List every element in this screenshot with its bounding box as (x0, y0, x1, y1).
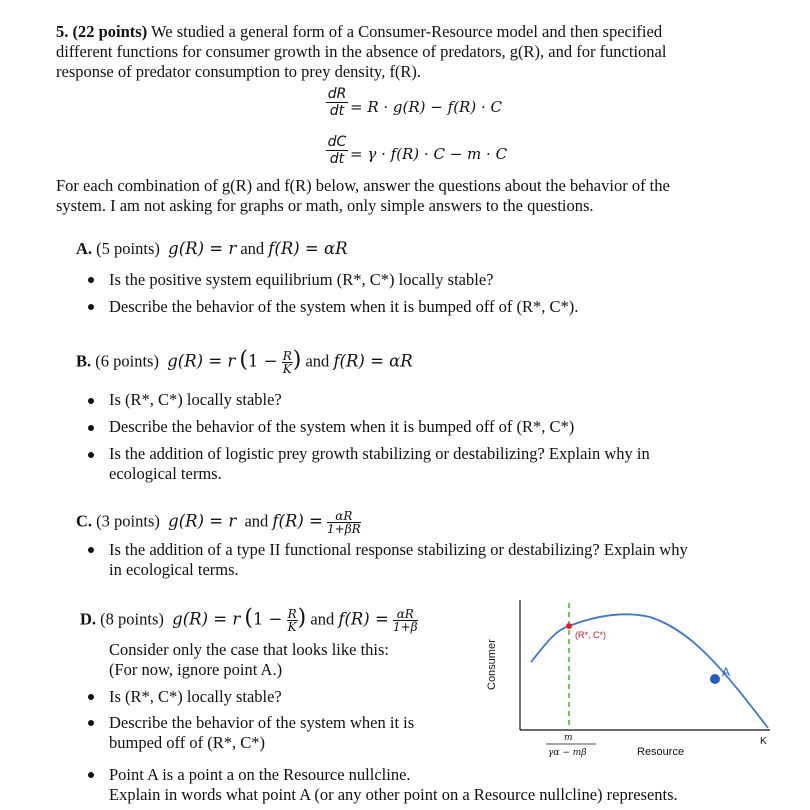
part-d-bullet-2-cont: bumped off of (R*, C*) (109, 733, 265, 752)
question-intro-line3: response of predator consumption to prey density, f(R). (56, 62, 422, 81)
question-intro-line2: different functions for consumer growth in the absence of predators, g(R), and for functional (56, 42, 667, 61)
bullet-dot (88, 304, 94, 310)
part-b-bullet-1: Is (R*, C*) locally stable? (109, 390, 282, 409)
part-c-f: f(R) = (272, 511, 323, 531)
part-d-bullet-1: Is (R*, C*) locally stable? (109, 687, 282, 706)
part-a-points: (5 points) (96, 239, 160, 258)
part-d-one-minus: 1 − (252, 609, 283, 629)
part-b-paren-open: ( (239, 347, 249, 373)
question-header: 5. (22 points) (56, 22, 148, 41)
part-b-f: f(R) = αR (333, 351, 413, 371)
eq1-numerator: dR (327, 86, 347, 102)
part-d-bullet-3-cont: Explain in words what point A (or any other point on a Resource nullcline) represents. (109, 785, 678, 804)
part-c-fraction (327, 510, 361, 535)
part-d-frac-num: R (287, 607, 297, 621)
equilibrium-point (566, 623, 572, 629)
part-d-points: (8 points) (100, 609, 164, 629)
part-c-bullet-1-cont: in ecological terms. (109, 560, 239, 579)
part-d-bullet-3: Point A is a point a on the Resource nullcline. (109, 765, 411, 784)
part-b-one-minus: 1 − (248, 351, 278, 371)
eq1-denominator: dt (329, 103, 345, 119)
point-a-label: A (722, 665, 731, 679)
part-b-paren-close: ) (292, 347, 302, 373)
part-b-bullet-3-cont: ecological terms. (109, 464, 222, 483)
part-d-f-num: αR (393, 608, 418, 621)
bullet-dot (88, 398, 94, 404)
eq2-rhs: = γ · f(R) · C − m · C (350, 145, 508, 163)
point-a (710, 674, 720, 684)
part-c-heading (76, 510, 361, 535)
bullet-dot (88, 772, 94, 778)
part-d-paren-open: ( (244, 605, 253, 631)
part-d-heading (80, 605, 418, 634)
part-c-g: g(R) = r (168, 511, 237, 531)
y-axis-label: Consumer (486, 639, 498, 690)
part-a-g: g(R) = r (168, 239, 237, 258)
part-c-frac-num: αR (327, 510, 361, 523)
part-d-and: and (310, 609, 335, 629)
part-d-consider-2: (For now, ignore point A.) (109, 660, 283, 679)
part-d-fraction (287, 608, 298, 633)
question-intro-line1 (56, 22, 662, 42)
bullet-dot (88, 425, 94, 431)
part-c-and: and (244, 511, 269, 531)
part-b-heading (76, 347, 413, 376)
part-d-g: g(R) = r (172, 609, 241, 629)
part-a-bullet-1: Is the positive system equilibrium (R*, C*) locally stable? (109, 270, 494, 289)
eq2-derivative (326, 134, 348, 167)
part-d-frac-den: K (287, 620, 297, 634)
part-c-frac-den: 1+βR (327, 522, 361, 536)
part-a-bullet-2: Describe the behavior of the system when it is bumped off of (R*, C*). (109, 297, 579, 316)
k-label: K (760, 736, 767, 747)
part-a-heading (76, 239, 348, 259)
eq1-derivative (326, 86, 348, 119)
part-b-and: and (305, 351, 330, 371)
eq2-denominator: dt (329, 151, 345, 167)
m-denominator: γα − mβ (548, 748, 587, 758)
part-a-and: and (240, 239, 265, 258)
bullet-dot (88, 547, 94, 553)
m-numerator: m (564, 733, 573, 743)
part-d-f: f(R) = (338, 609, 389, 629)
part-d-label: D. (80, 609, 97, 629)
part-b-g: g(R) = r (167, 351, 236, 371)
part-d-paren-close: ) (297, 605, 307, 631)
part-d-consider-1: Consider only the case that looks like this: (109, 640, 390, 659)
part-c-label: C. (76, 511, 93, 531)
part-d-bullet-2: Describe the behavior of the system when it is (109, 713, 415, 732)
part-b-bullet-3: Is the addition of logistic prey growth stabilizing or destabilizing? Explain why in (109, 444, 650, 463)
resource-nullcline (531, 614, 768, 728)
part-b-fraction (282, 350, 293, 375)
part-a-f: f(R) = αR (268, 239, 348, 258)
part-b-frac-den: K (282, 362, 292, 376)
bullet-dot (88, 277, 94, 283)
part-b-points: (6 points) (95, 351, 159, 371)
instructions-line2: system. I am not asking for graphs or math, only simple answers to the questions. (56, 196, 594, 215)
equilibrium-label: (R*, C*) (575, 630, 606, 640)
part-d-f-den: 1+β (392, 620, 418, 634)
part-b-frac-num: R (282, 349, 292, 363)
x-axis-label: Resource (637, 746, 685, 758)
part-b-bullet-2: Describe the behavior of the system when it is bumped off of (R*, C*) (109, 417, 575, 436)
bullet-dot (88, 720, 94, 726)
part-b-label: B. (76, 351, 92, 371)
eq2-numerator: dC (327, 134, 347, 150)
instructions-line1: For each combination of g(R) and f(R) below, answer the questions about the behavior of the (56, 176, 670, 195)
bullet-dot (88, 694, 94, 700)
part-d-f-fraction (393, 608, 418, 633)
eq1-rhs: = R · g(R) − f(R) · C (350, 98, 502, 116)
bullet-dot (88, 452, 94, 458)
part-a-label: A. (76, 239, 93, 258)
part-c-points: (3 points) (96, 511, 160, 531)
intro-text-1: We studied a general form of a Consumer-Resource model and then specified (151, 22, 663, 41)
part-c-bullet-1: Is the addition of a type II functional response stabilizing or destabilizing? Explain why (109, 540, 688, 559)
